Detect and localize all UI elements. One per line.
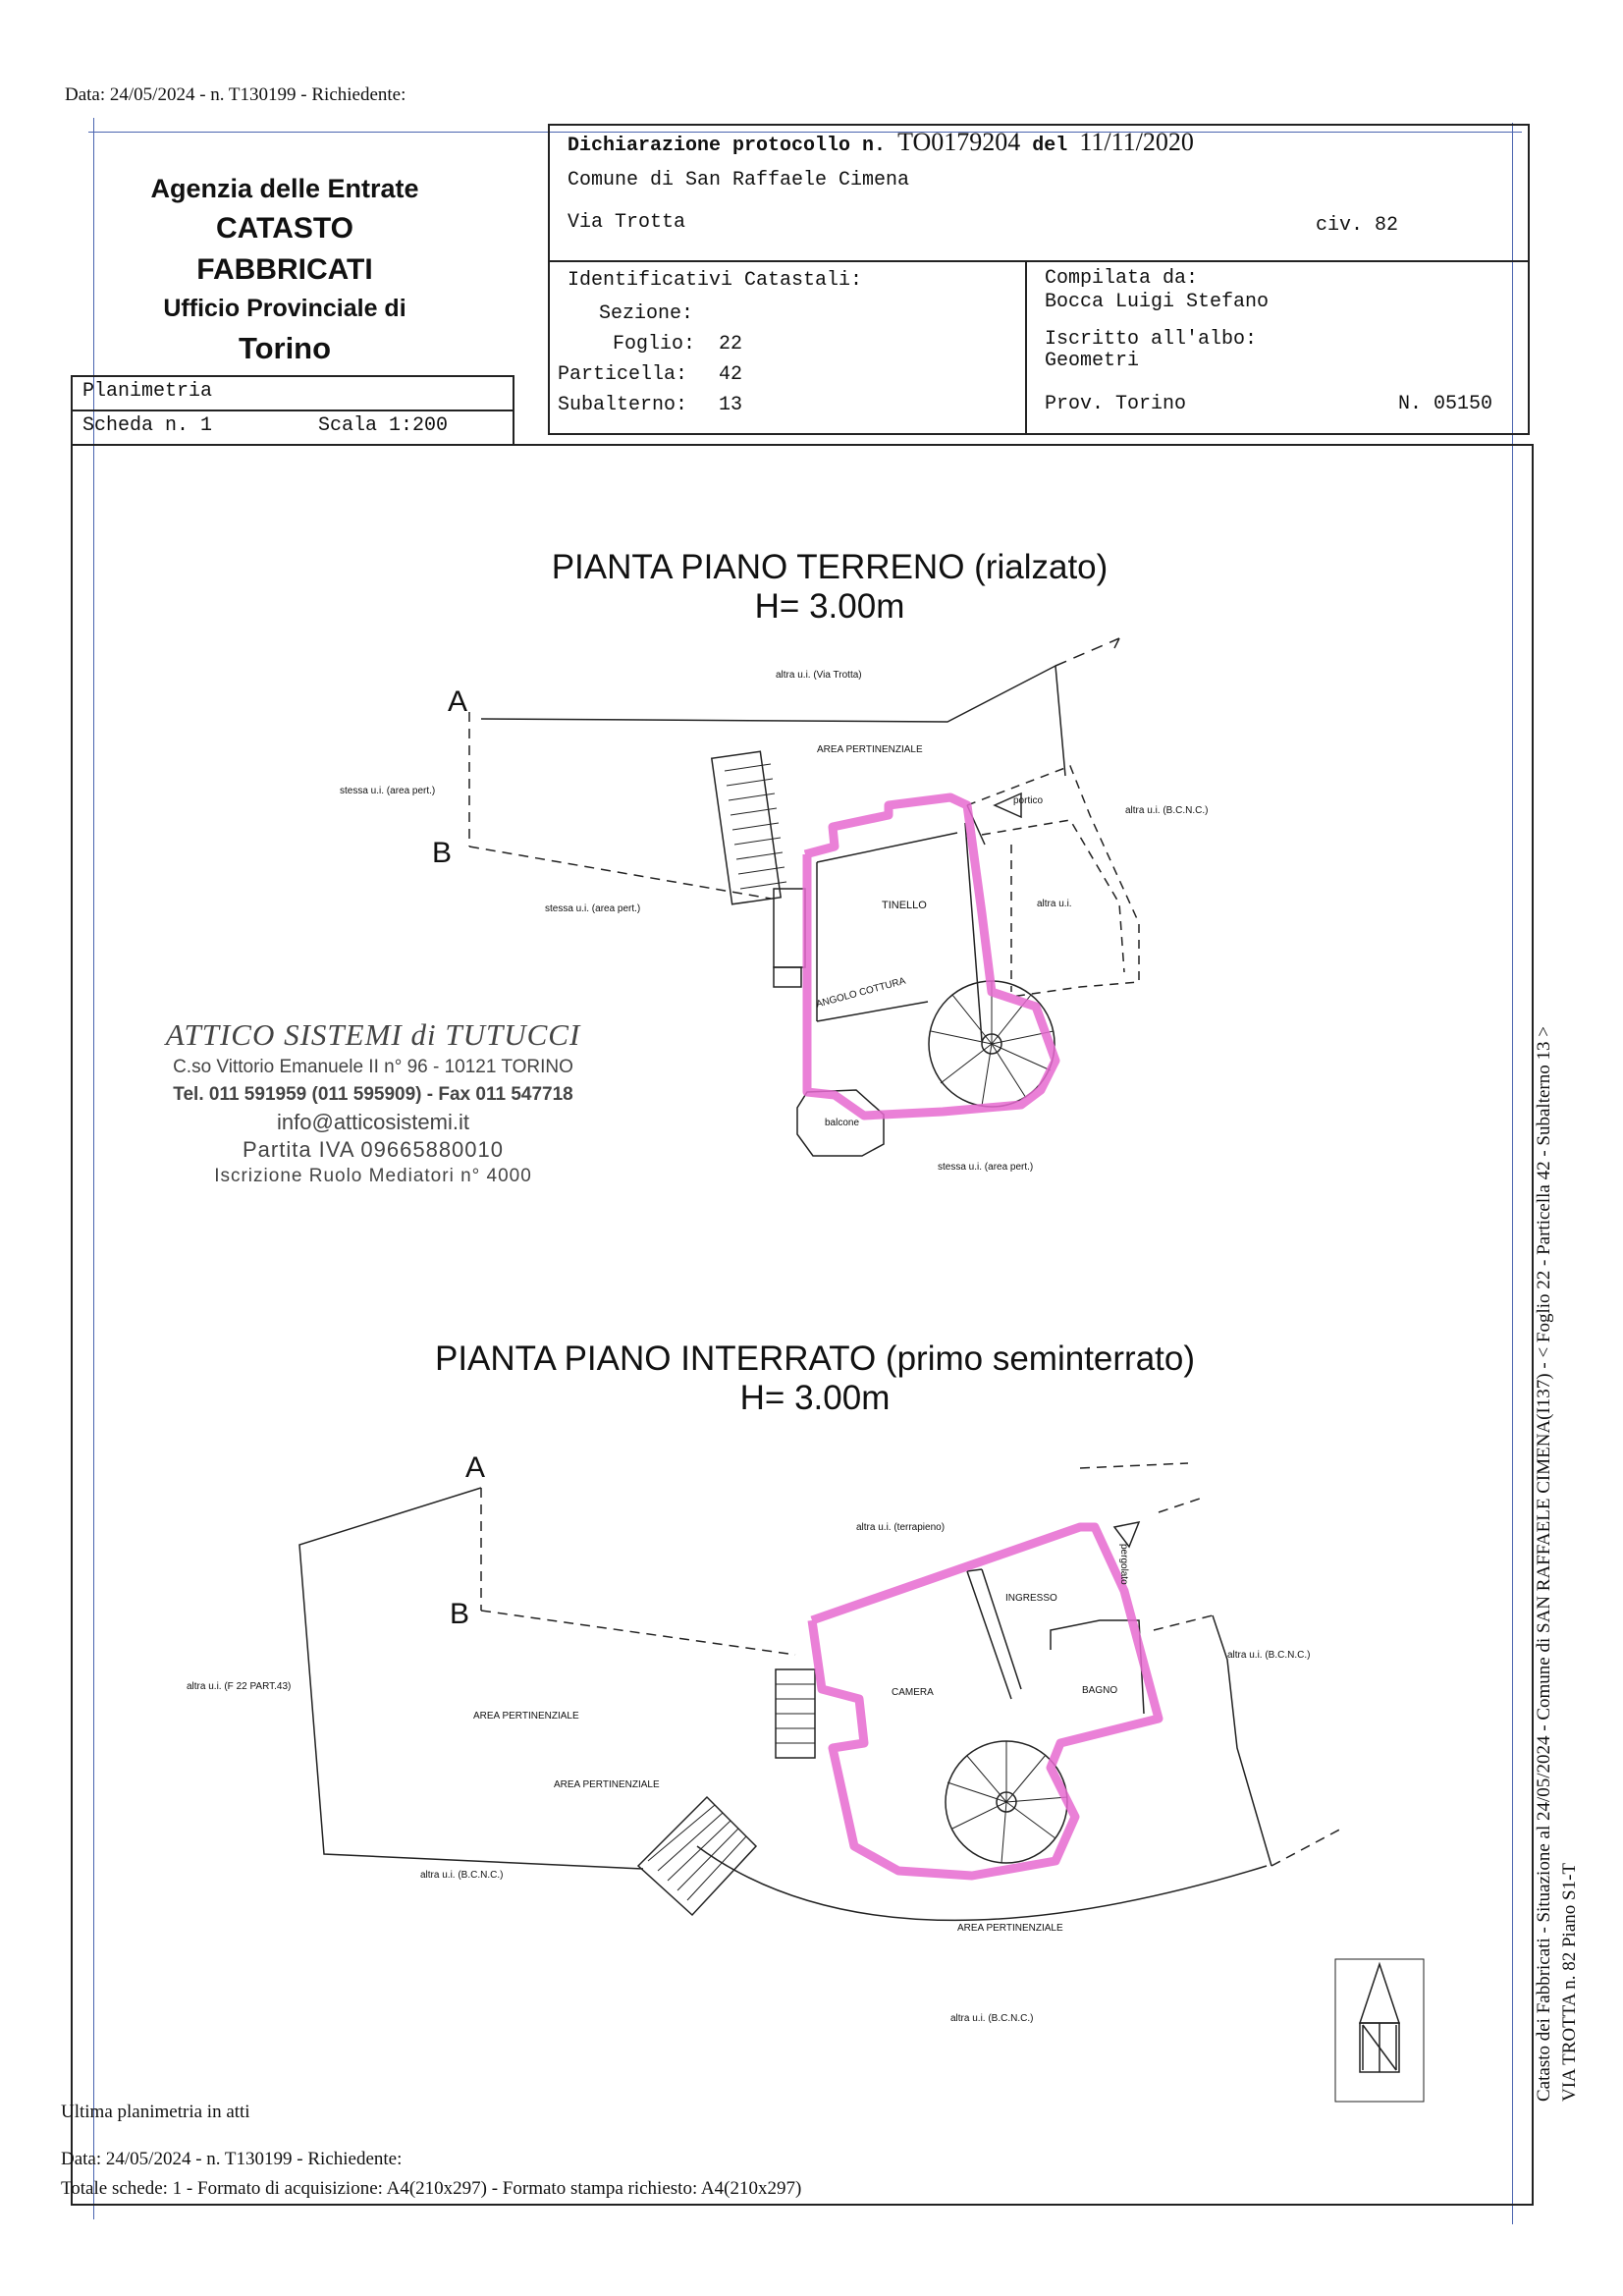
via-line: Via Trotta: [568, 211, 686, 234]
ident-label: Identificativi Catastali:: [568, 269, 863, 292]
plan-bottom-altra-bcnc-right: altra u.i. (B.C.N.C.): [1227, 1650, 1311, 1661]
plan-bottom-altra-bcnc-bottom: altra u.i. (B.C.N.C.): [950, 2013, 1034, 2024]
plan-top-altra-via: altra u.i. (Via Trotta): [776, 670, 862, 681]
plan-bottom-label-a: A: [465, 1451, 486, 1484]
plan-top-tinello: TINELLO: [882, 900, 927, 911]
top-request-line: Data: 24/05/2024 - n. T130199 - Richiedente:: [65, 84, 406, 105]
subalterno-label: Subalterno:: [558, 394, 688, 416]
comune-line: Comune di San Raffaele Cimena: [568, 169, 910, 191]
plan-bottom-area-pert-bottom: AREA PERTINENZIALE: [957, 1923, 1063, 1934]
plan-bottom-area-pert-left: AREA PERTINENZIALE: [473, 1711, 579, 1722]
prov-label: Prov. Torino: [1045, 393, 1187, 415]
stamp-address: C.so Vittorio Emanuele II n° 96 - 10121 TORINO: [173, 1057, 573, 1077]
plan-top-stessa-bottom: stessa u.i. (area pert.): [938, 1162, 1034, 1173]
plan-bottom-title: PIANTA PIANO INTERRATO (primo seminterrato): [434, 1339, 1196, 1378]
plan-bottom-ingresso: INGRESSO: [1005, 1593, 1057, 1604]
particella-label: Particella:: [558, 363, 688, 386]
del-label: del: [1032, 135, 1068, 157]
plan-top-height: H= 3.00m: [754, 587, 905, 626]
plan-top-portico: portico: [1013, 795, 1044, 806]
iscritto-value: Geometri: [1045, 350, 1140, 372]
plan-bottom-bagno: BAGNO: [1082, 1685, 1118, 1696]
foglio-label: Foglio:: [613, 333, 696, 355]
plan-top-area-pert: AREA PERTINENZIALE: [817, 744, 923, 755]
plan-top-balcone: balcone: [825, 1118, 860, 1128]
numero-label: N. 05150: [1398, 393, 1493, 415]
protocollo-number: TO0179204: [897, 128, 1021, 156]
scala-label: Scala 1:200: [318, 414, 449, 437]
plan-top-highlight: [805, 797, 1055, 1116]
north-arrow: [1335, 1959, 1424, 2102]
side-text-block: [1532, 825, 1583, 2102]
planimetria-label: Planimetria: [82, 380, 213, 403]
ufficio-label: Ufficio Provinciale di: [163, 295, 406, 322]
iscritto-label: Iscritto all'albo:: [1045, 328, 1258, 351]
scheda-label: Scheda n. 1: [82, 414, 213, 437]
stamp-name: ATTICO SISTEMI di TUTUCCI: [165, 1017, 581, 1052]
sezione-label: Sezione:: [599, 302, 694, 325]
compilata-label: Compilata da:: [1045, 267, 1199, 290]
subalterno-value: 13: [719, 394, 743, 416]
stamp-email: info@atticosistemi.it: [277, 1110, 469, 1134]
agency-name: Agenzia delle Entrate: [150, 174, 419, 203]
plan-bottom-height: H= 3.00m: [739, 1379, 891, 1417]
side-text-line2: VIA TROTTA n. 82 Piano S1-T: [1559, 1862, 1580, 2102]
footer-totale: Totale schede: 1 - Formato di acquisizione: A4(210x297) - Formato stampa richiesto: A4(210x297): [61, 2178, 802, 2199]
ufficio-city: Torino: [238, 331, 332, 365]
plan-bottom-pergolato: pergolato: [1118, 1544, 1129, 1585]
plan-top-altra-ui: altra u.i.: [1037, 899, 1072, 909]
plan-top-title: PIANTA PIANO TERRENO (rialzato): [551, 548, 1109, 586]
side-text-line1: Catasto dei Fabbricati - Situazione al 24/05/2024 - Comune di SAN RAFFAELE CIMENA(I137) - < Foglio 22 - Particella 42 - Subalterno 13 >: [1534, 1026, 1554, 2102]
dichiarazione-label: Dichiarazione protocollo n.: [568, 135, 887, 157]
plan-bottom-camera: CAMERA: [892, 1687, 934, 1698]
stamp-register: Iscrizione Ruolo Mediatori n° 4000: [214, 1166, 532, 1186]
plan-top-label-a: A: [448, 685, 468, 718]
plan-bottom-terrapieno: altra u.i. (terrapieno): [856, 1522, 946, 1533]
plan-top-angolo-cottura: ANGOLO COTTURA: [815, 975, 907, 1011]
plan-bottom-label-b: B: [450, 1598, 470, 1630]
plan-bottom-area-pert-mid: AREA PERTINENZIALE: [554, 1779, 660, 1790]
plan-top-stessa-left: stessa u.i. (area pert.): [340, 786, 436, 796]
footer-ultima: Ultima planimetria in atti: [61, 2102, 250, 2122]
plan-bottom-altra-f22: altra u.i. (F 22 PART.43): [187, 1681, 292, 1692]
protocollo-date: 11/11/2020: [1079, 128, 1194, 156]
catasto-title: CATASTO FABBRICATI: [196, 212, 373, 286]
stamp-vat: Partita IVA 09665880010: [242, 1137, 504, 1162]
plan-top-altra-bcnc: altra u.i. (B.C.N.C.): [1125, 805, 1209, 816]
stamp-phone: Tel. 011 591959 (011 595909) - Fax 011 547718: [173, 1084, 573, 1105]
footer-data: Data: 24/05/2024 - n. T130199 - Richiedente:: [61, 2149, 403, 2169]
plan-top-label-b: B: [432, 837, 453, 869]
plan-bottom-altra-bcnc-left: altra u.i. (B.C.N.C.): [420, 1870, 504, 1881]
agency-stamp: [137, 1016, 609, 1189]
civ-line: civ. 82: [1316, 214, 1399, 237]
foglio-value: 22: [719, 333, 743, 355]
plan-top-stessa-mid: stessa u.i. (area pert.): [545, 903, 641, 914]
particella-value: 42: [719, 363, 743, 386]
compilata-name: Bocca Luigi Stefano: [1045, 291, 1270, 313]
